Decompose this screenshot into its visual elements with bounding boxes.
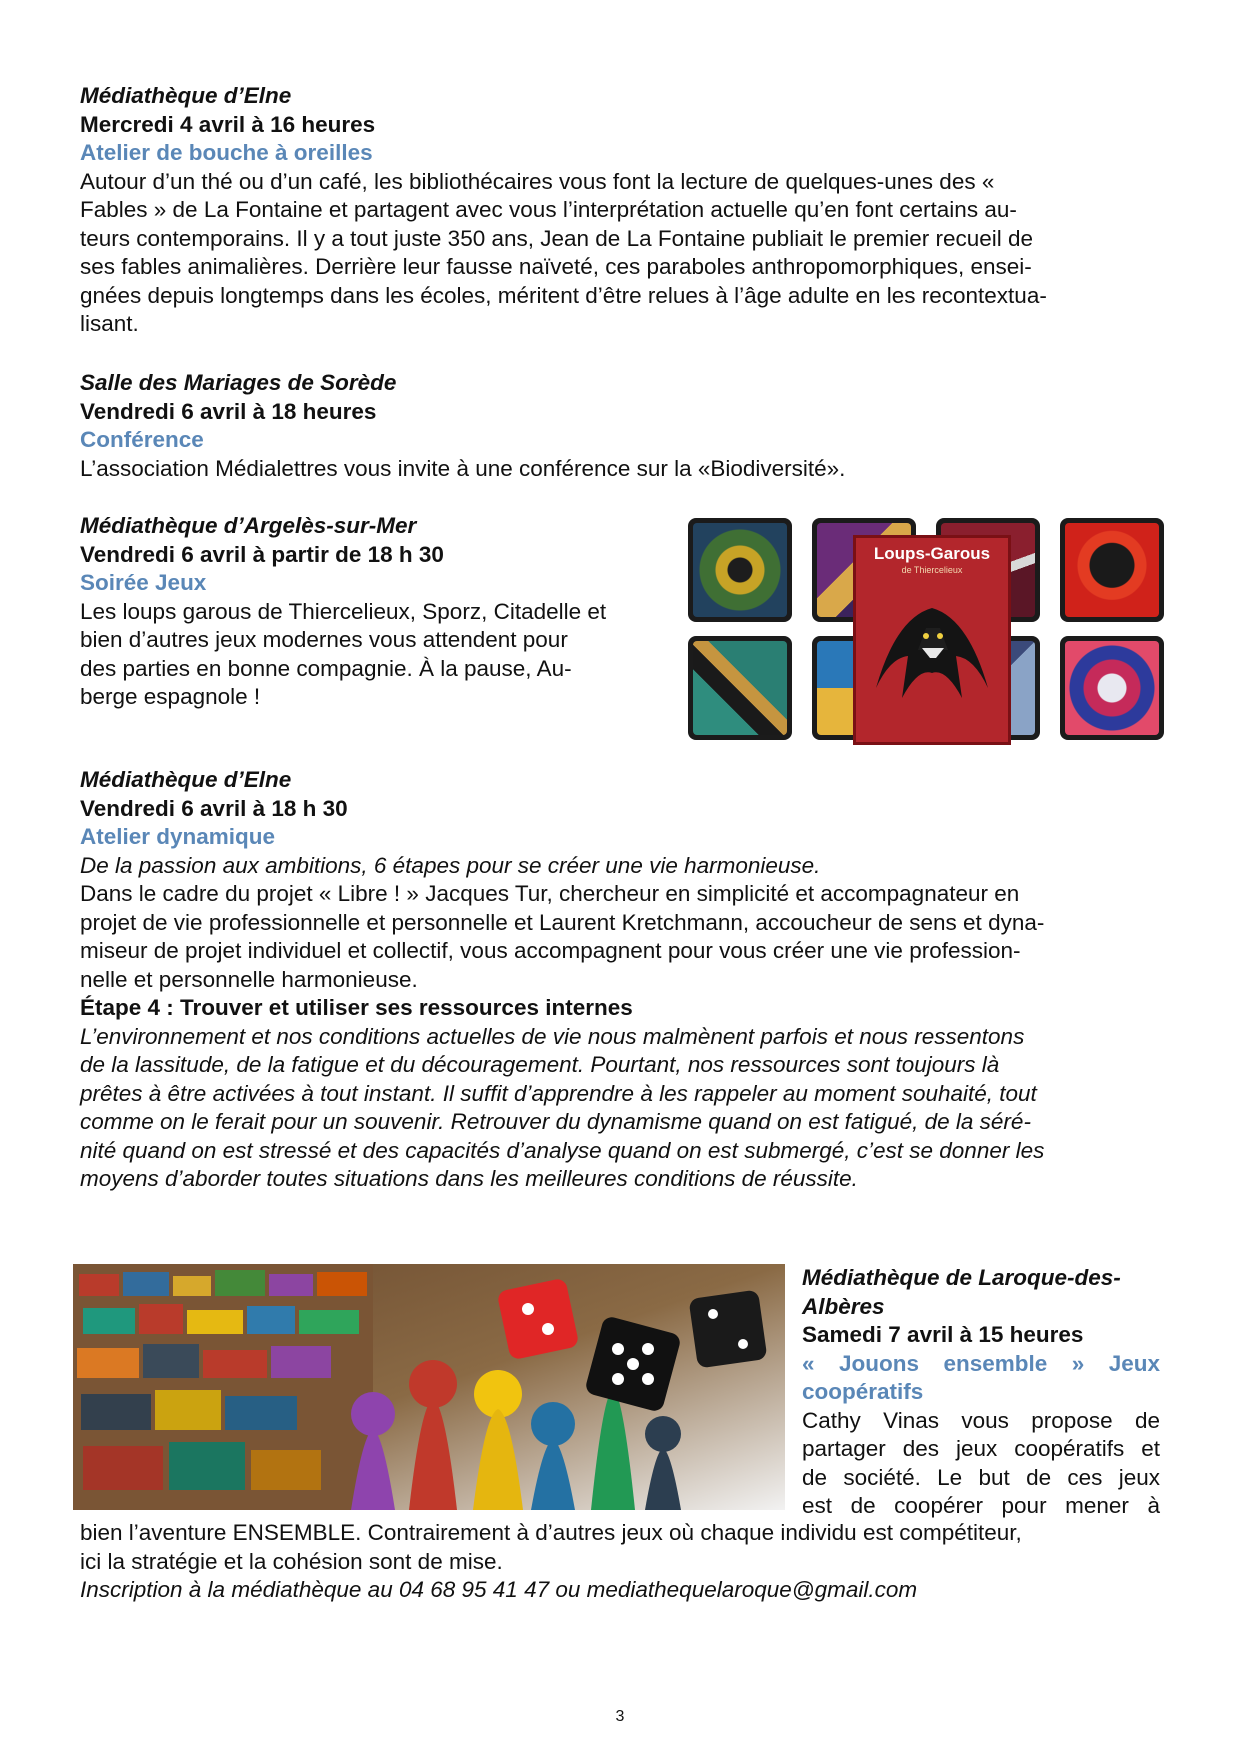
game-box-subtitle: de Thiercelieux xyxy=(901,565,963,575)
event-italic-line: comme on le ferait pour un souvenir. Retrouver du dynamisme quand on est fatigué, de la séré- xyxy=(80,1109,1031,1134)
event-venue: Médiathèque d’Elne xyxy=(80,83,292,108)
event-title: Atelier de bouche à oreilles xyxy=(80,140,373,165)
event-text-line: teurs contemporains. Il y a tout juste 350 ans, Jean de La Fontaine publiait le premier recueil de xyxy=(80,225,1034,251)
event-title: Atelier dynamique xyxy=(80,824,276,849)
event-venue: Médiathèque d’Elne xyxy=(80,767,292,792)
event-text-line: gnées depuis longtemps dans les écoles, méritent d’être relues à l’âge adulte en les recontextua- xyxy=(80,282,1047,308)
event-text-line: bien l’aventure ENSEMBLE. Contrairement à d’autres jeux où chaque individu est compétiteur, xyxy=(80,1520,1022,1545)
event-italic-line: prêtes à être activées à tout instant. Il suffit d’apprendre à les rappeler au moment souhaité, tout xyxy=(80,1080,1037,1106)
event-date: Mercredi 4 avril à 16 heures xyxy=(80,111,376,137)
event-text-line: projet de vie professionnelle et personnelle et Laurent Kretchmann, accoucheur de sens et dyna- xyxy=(80,909,1045,935)
game-box-title: Loups-Garous xyxy=(873,544,991,563)
event-text-line: Fables » de La Fontaine et partagent avec vous l’interprétation actuelle qu’en font certains au- xyxy=(80,197,1017,222)
event-title: Conférence xyxy=(80,427,204,452)
game-card xyxy=(1060,636,1164,740)
event-italic-line: moyens d’aborder toutes situations dans les meilleures conditions de réussite. xyxy=(80,1166,858,1191)
game-box xyxy=(856,538,1008,742)
event-text-line: de société. Le but de ces jeux xyxy=(802,1464,1160,1490)
event-venue: Salle des Mariages de Sorède xyxy=(80,370,397,395)
event-text-line: nelle et personnelle harmonieuse. xyxy=(80,966,418,992)
event-subtitle: De la passion aux ambitions, 6 étapes pour se créer une vie harmonieuse. xyxy=(80,852,821,878)
event-date: Vendredi 6 avril à 18 heures xyxy=(80,398,377,424)
event-text-line: Autour d’un thé ou d’un café, les bibliothécaires vous font la lecture de quelques-unes des « xyxy=(80,168,995,194)
event-text-line: Cathy Vinas vous propose de xyxy=(802,1407,1160,1433)
step-heading: Étape 4 : Trouver et utiliser ses ressources internes xyxy=(80,995,633,1020)
werewolf-illustration xyxy=(856,538,1008,742)
event-laroque-continuation xyxy=(80,1519,1160,1605)
board-games-photo xyxy=(73,1264,785,1510)
event-laroque-jouons-ensemble xyxy=(802,1264,1160,1521)
event-text-line: Les loups garous de Thiercelieux, Sporz, Citadelle et xyxy=(80,598,607,624)
event-italic-line: de la lassitude, de la fatigue et du découragement. Pourtant, nos ressources sont toujours là xyxy=(80,1052,1000,1077)
event-elne-atelier-dynamique xyxy=(80,766,1160,1194)
event-text-line: Dans le cadre du projet « Libre ! » Jacques Tur, chercheur en simplicité et accompagnateur en xyxy=(80,881,1020,906)
game-card xyxy=(1060,518,1164,622)
event-text-line: miseur de projet individuel et collectif, vous accompagnent pour vous créer une vie profession- xyxy=(80,938,1021,963)
event-italic-line: L’environnement et nos conditions actuelles de vie nous malmènent parfois et nous ressentons xyxy=(80,1023,1025,1049)
event-text-line: des parties en bonne compagnie. À la pause, Au- xyxy=(80,655,572,681)
event-title: coopératifs xyxy=(802,1379,924,1404)
game-card xyxy=(688,518,792,622)
event-venue: Médiathèque de Laroque-des- xyxy=(802,1265,1121,1290)
event-date: Vendredi 6 avril à partir de 18 h 30 xyxy=(80,541,444,567)
event-elne-atelier-bouche xyxy=(80,82,1160,339)
event-text-line: est de coopérer pour mener à xyxy=(802,1493,1160,1518)
event-date: Vendredi 6 avril à 18 h 30 xyxy=(80,795,348,821)
event-text-line: partager des jeux coopératifs et xyxy=(802,1436,1160,1461)
inscription-line: Inscription à la médiathèque au 04 68 95 41 47 ou mediathequelaroque@gmail.com xyxy=(80,1577,918,1602)
page-number: 3 xyxy=(615,1708,625,1725)
event-text-line: lisant. xyxy=(80,311,139,336)
event-italic-line: nité quand on est stressé et des capacités d’analyse quand on est submergé, c’est se donner les xyxy=(80,1137,1045,1163)
event-text-line: L’association Médialettres vous invite à une conférence sur la «Biodiversité». xyxy=(80,455,846,481)
game-card xyxy=(688,636,792,740)
event-title: « Jouons ensemble » Jeux xyxy=(802,1350,1160,1376)
event-text-line: bien d’autres jeux modernes vous attendent pour xyxy=(80,627,568,652)
event-argeles-soiree-jeux xyxy=(80,512,670,712)
event-title: Soirée Jeux xyxy=(80,570,207,595)
loups-garous-game-image xyxy=(688,518,1166,742)
event-sorede-conference xyxy=(80,369,1160,483)
event-text-line: ses fables animalières. Derrière leur fausse naïveté, ces paraboles anthropomorphiques, ensei- xyxy=(80,254,1032,279)
event-date: Samedi 7 avril à 15 heures xyxy=(802,1322,1084,1347)
event-text-line: ici la stratégie et la cohésion sont de mise. xyxy=(80,1548,503,1574)
event-venue: Albères xyxy=(802,1293,885,1319)
event-text-line: berge espagnole ! xyxy=(80,684,261,709)
event-venue: Médiathèque d’Argelès-sur-Mer xyxy=(80,513,417,538)
